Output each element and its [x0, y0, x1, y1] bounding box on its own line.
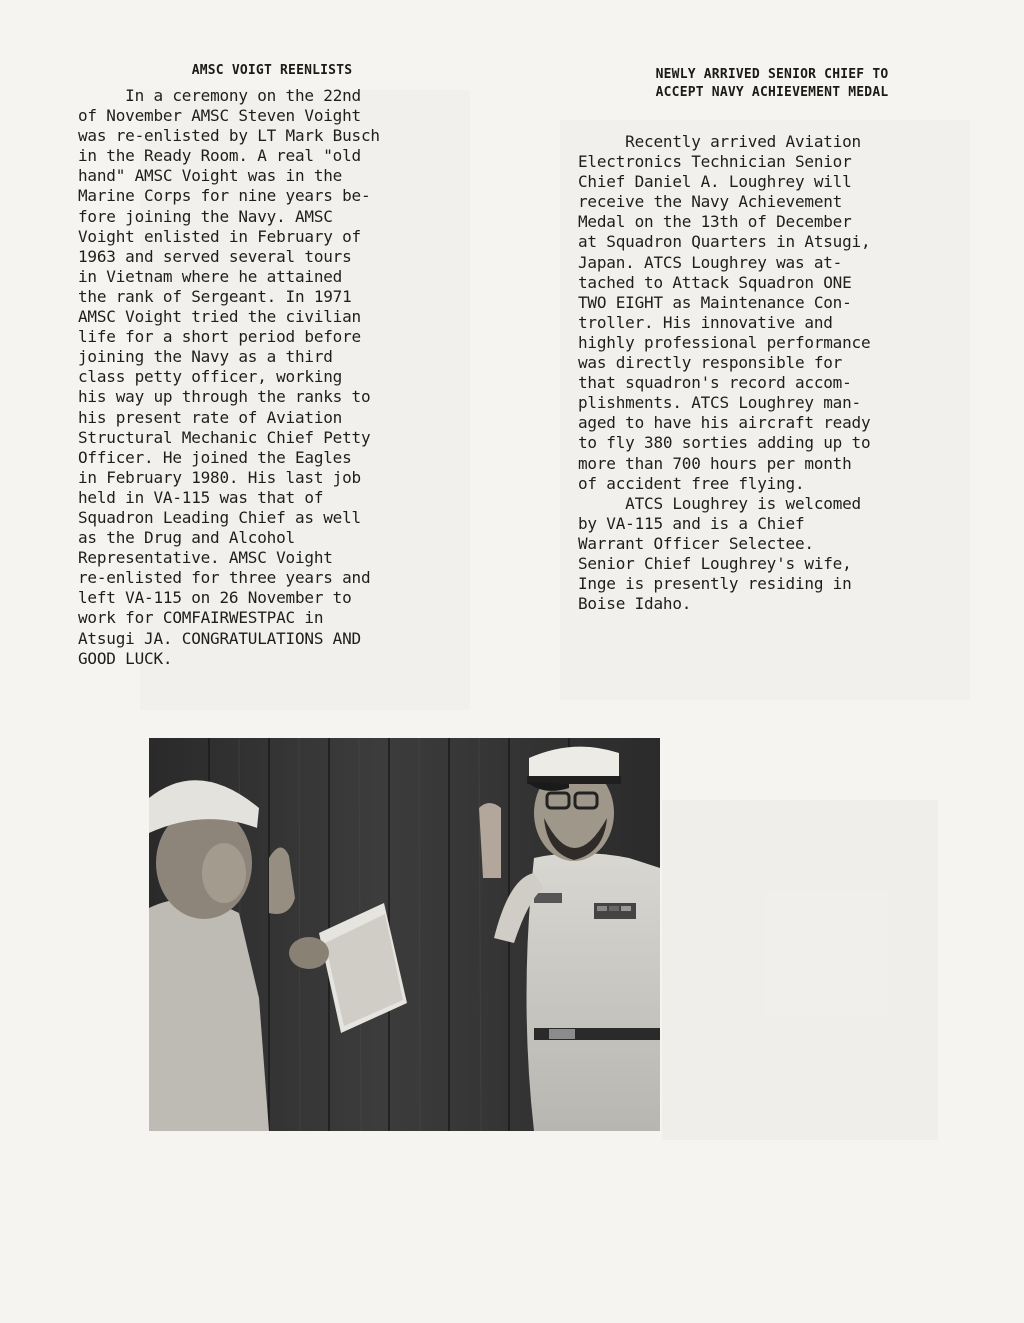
right-headline-line-2: ACCEPT NAVY ACHIEVEMENT MEDAL	[655, 85, 889, 100]
reenlistment-photo	[149, 738, 660, 1131]
right-headline-line-1: NEWLY ARRIVED SENIOR CHIEF TO	[655, 67, 889, 82]
bleed-through-lower	[662, 800, 938, 1140]
left-article-body: In a ceremony on the 22nd of November AMSC Steven Voight was re-enlisted by LT Mark Busch in the Ready Room. A real "old hand" AMSC Voight was in the Marine Corps for nine years be- fore joining the Navy. AMSC Voight enlisted in February of 1963 and served several tours in Vietnam where he attained the rank of Sergeant. In 1971 AMSC Voight tried the civilian life for a short period before joining the Navy as a third class petty officer, working his way up through the ranks to his present rate of Aviation Structural Mechanic Chief Petty Officer. He joined the Eagles in February 1980. His last job held in VA-115 was that of Squadron Leading Chief as well as the Drug and Alcohol Representative. AMSC Voight re-enlisted for three years and left VA-115 on 26 November to work for COMFAIRWESTPAC in Atsugi JA. CONGRATULATIONS AND GOOD LUCK.	[78, 86, 380, 668]
right-article-body: Recently arrived Aviation Electronics Technician Senior Chief Daniel A. Loughrey will receive the Navy Achievement Medal on the 13th of December at Squadron Quarters in Atsugi, Japan. ATCS Loughrey was at- tached to Attack Squadron ONE TWO EIGHT as Maintenance Con- troller. His innovative and highly professional performance was directly responsible for that squadron's record accom- plishments. ATCS Loughrey man- aged to have his aircraft ready to fly 380 sorties adding up to more than 700 hours per month of accident free flying. ATCS Loughrey is welcomed by VA-115 and is a Chief Warrant Officer Selectee. Senior Chief Loughrey's wife, Inge is presently residing in Boise Idaho.	[578, 132, 871, 614]
left-article	[78, 62, 466, 669]
right-article	[578, 66, 966, 614]
reenlistment-photo-icon	[149, 738, 660, 1131]
left-article-headline: AMSC VOIGT REENLISTS	[191, 63, 353, 78]
right-article-headline	[578, 66, 966, 102]
